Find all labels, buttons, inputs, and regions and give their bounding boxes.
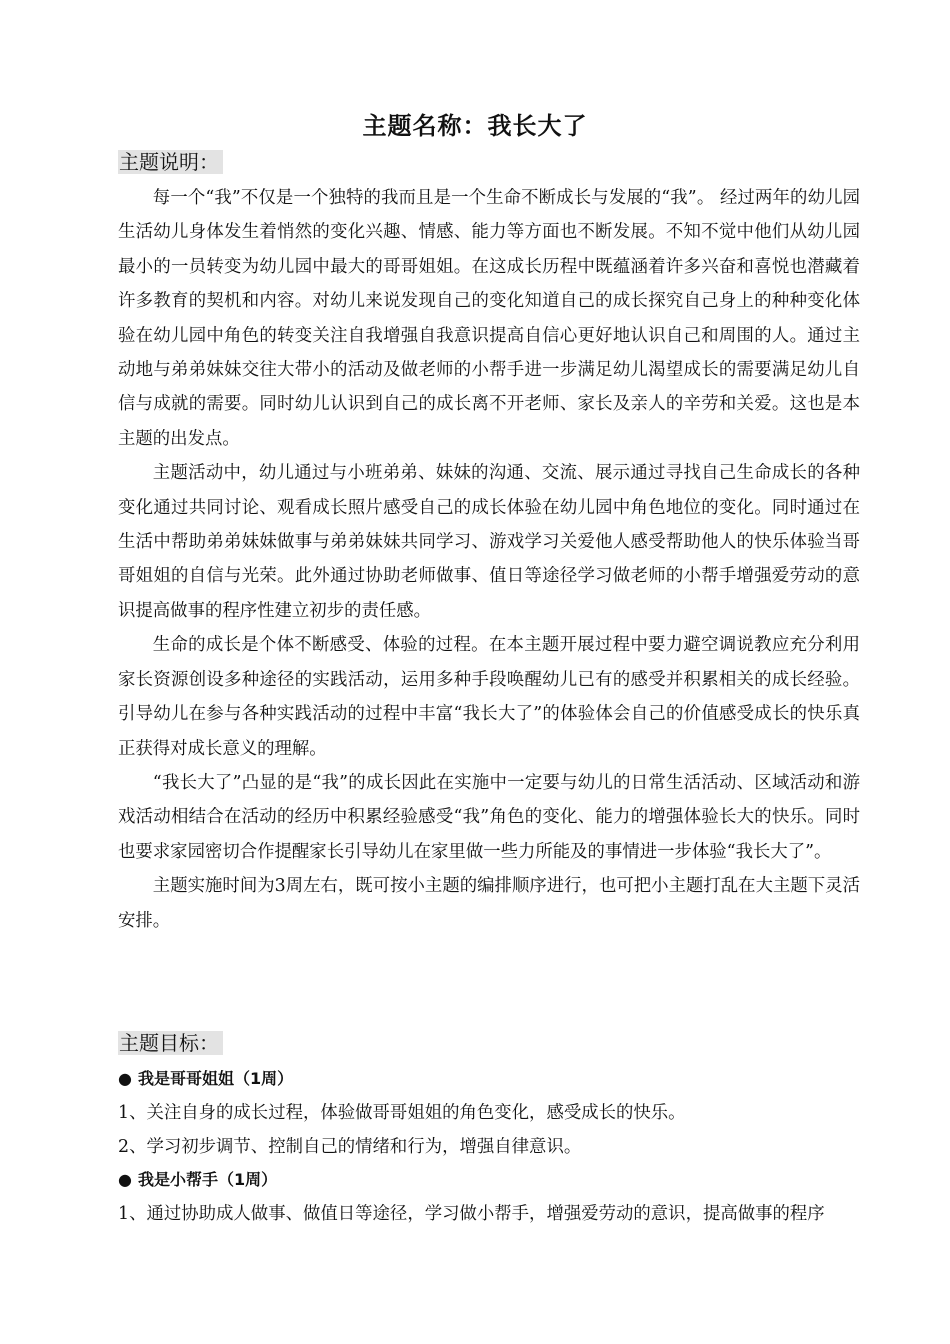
goal-item: 2、学习初步调节、控制自己的情绪和行为，增强自律意识。 (118, 1137, 582, 1157)
description-paragraph: 每一个“我”不仅是一个独特的我而且是一个生命不断成长与发展的“我”。 经过两年的幼儿园生活幼儿身体发生着悄然的变化兴趣、情感、能力等方面也不断发展。不知不觉中他们从幼儿园最小的一员转变为幼儿园中最大的哥哥姐姐。在这成长历程中既蕴涵着许多兴奋和喜悦也潜藏着许多教育的契机和内容。对幼儿来说发现自己的变化知道自己的成长探究自己身上的种种变化体验在幼儿园中角色的转变关注自我增强自我意识提高自信心更好地认识自己和周围的人。通过主动地与弟弟妹妹交往大带小的活动及做老师的小帮手进一步满足幼儿渴望成长的需要满足幼儿自信与成就的需要。同时幼儿认识到自己的成长离不开老师、家长及亲人的辛劳和关爱。这也是本主题的出发点。 (118, 188, 860, 449)
bullet-icon: ● (118, 1069, 132, 1088)
goal-group-title (118, 1167, 860, 1193)
description-paragraph: 主题实施时间为3周左右，既可按小主题的编排顺序进行，也可把小主题打乱在大主题下灵活安排。 (118, 876, 860, 931)
goal-group-label: 我是哥哥姐姐（1周） (138, 1069, 294, 1088)
page-title: 主题名称：我长大了 (362, 112, 588, 140)
description-body (118, 181, 860, 938)
goal-group-title (118, 1066, 860, 1092)
section-heading-goals: 主题目标： (118, 1031, 223, 1055)
goal-item: 1、关注自身的成长过程，体验做哥哥姐姐的角色变化，感受成长的快乐。 (118, 1103, 686, 1123)
goal-group-label: 我是小帮手（1周） (138, 1170, 278, 1189)
goal-item: 1、通过协助成人做事、做值日等途径，学习做小帮手，增强爱劳动的意识，提高做事的程序 (118, 1204, 825, 1224)
description-paragraph: 生命的成长是个体不断感受、体验的过程。在本主题开展过程中要力避空调说教应充分利用家长资源创设多种途径的实践活动，运用多种手段唤醒幼儿已有的感受并积累相关的成长经验。引导幼儿在参与各种实践活动的过程中丰富“我长大了”的体验体会自己的价值感受成长的快乐真正获得对成长意义的理解。 (118, 635, 860, 759)
bullet-icon: ● (118, 1170, 132, 1189)
section-heading-description: 主题说明： (118, 150, 223, 174)
description-paragraph: 主题活动中，幼儿通过与小班弟弟、妹妹的沟通、交流、展示通过寻找自己生命成长的各种变化通过共同讨论、观看成长照片感受自己的成长体验在幼儿园中角色地位的变化。同时通过在生活中帮助弟弟妹妹做事与弟弟妹妹共同学习、游戏学习关爱他人感受帮助他人的快乐体验当哥哥姐姐的自信与光荣。此外通过协助老师做事、值日等途径学习做老师的小帮手增强爱劳动的意识提高做事的程序性建立初步的责任感。 (118, 463, 860, 621)
description-paragraph: “我长大了”凸显的是“我”的成长因此在实施中一定要与幼儿的日常生活活动、区域活动和游戏活动相结合在活动的经历中积累经验感受“我”角色的变化、能力的增强体验长大的快乐。同时也要求家园密切合作提醒家长引导幼儿在家里做一些力所能及的事情进一步体验“我长大了”。 (118, 772, 860, 862)
